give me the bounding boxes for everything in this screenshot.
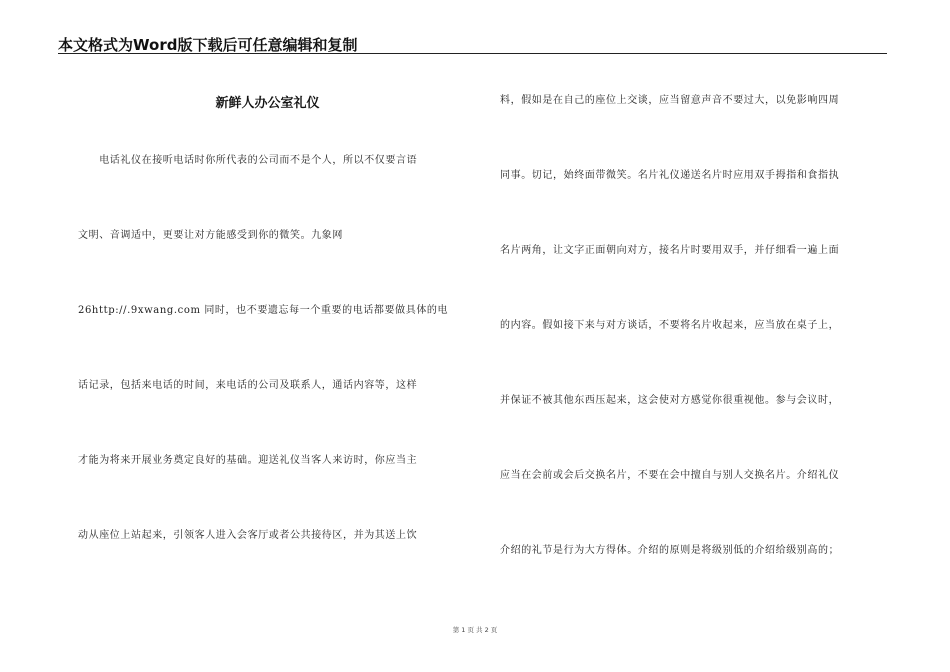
text-line: 名片两角，让文字正面朝向对方，接名片时要用双手，并仔细看一遍上面 — [500, 245, 840, 256]
text-line: 文明、音调适中，更要让对方能感受到你的微笑。九象网 — [78, 230, 343, 241]
text-line: 才能为将来开展业务奠定良好的基础。迎送礼仪当客人来访时，你应当主 — [78, 455, 418, 466]
text-line: 应当在会前或会后交换名片，不要在会中擅自与别人交换名片。介绍礼仪 — [500, 470, 840, 481]
text-line: 同事。切记，始终面带微笑。名片礼仪递送名片时应用双手拇指和食指执 — [500, 170, 840, 181]
download-banner: 本文格式为Word版下载后可任意编辑和复制 — [58, 36, 358, 54]
page-number: 第 1 页 共 2 页 — [452, 626, 498, 634]
banner-divider — [58, 53, 887, 54]
text-line: 的内容。假如接下来与对方谈话，不要将名片收起来，应当放在桌子上， — [500, 320, 840, 331]
text-line: 动从座位上站起来，引领客人进入会客厅或者公共接待区，并为其送上饮 — [78, 530, 418, 541]
text-line: 并保证不被其他东西压起来，这会使对方感觉你很重视他。参与会议时， — [500, 395, 840, 406]
text-line: 电话礼仪在接听电话时你所代表的公司而不是个人，所以不仅要言语 — [78, 155, 418, 166]
document-title: 新鲜人办公室礼仪 — [215, 96, 320, 111]
text-line: 介绍的礼节是行为大方得体。介绍的原则是将级别低的介绍给级别高的； — [500, 545, 840, 556]
text-line: 26http://.9xwang.com 同时，也不要遗忘每一个重要的电话都要做具体的电 — [78, 305, 449, 316]
text-line: 话记录，包括来电话的时间，来电话的公司及联系人，通话内容等，这样 — [78, 380, 418, 391]
text-line: 料，假如是在自己的座位上交谈，应当留意声音不要过大，以免影响四周 — [500, 95, 840, 106]
